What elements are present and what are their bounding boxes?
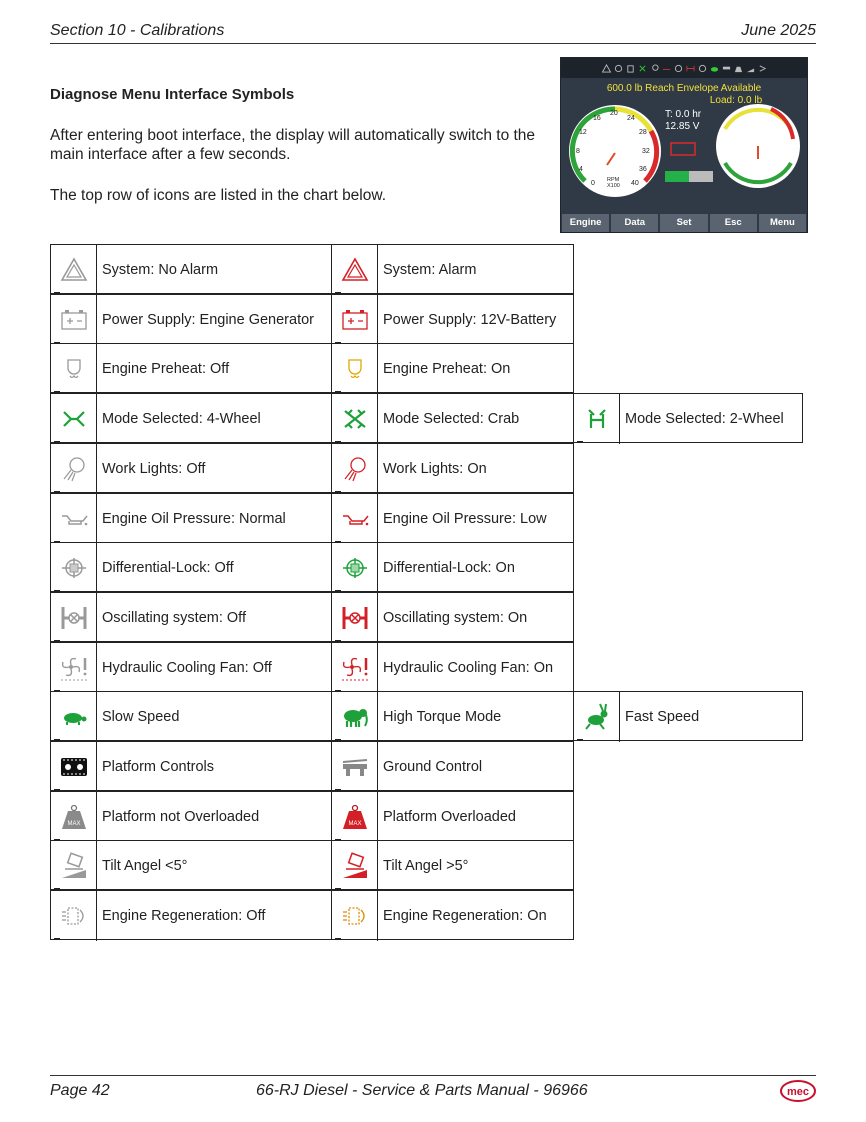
page-number: Page 42 bbox=[50, 1082, 110, 1099]
manual-title: 66-RJ Diesel - Service & Parts Manual - 96966 bbox=[256, 1082, 588, 1099]
symbol-label: Mode Selected: Crab bbox=[383, 411, 520, 428]
intro-paragraph: After entering boot interface, the display will automatically switch to the main interface after a few seconds. bbox=[50, 127, 536, 163]
symbol-cell bbox=[331, 642, 574, 692]
symbol-label: Mode Selected: 2-Wheel bbox=[625, 411, 784, 428]
symbol-cell bbox=[331, 791, 574, 841]
difflock-grey-icon bbox=[51, 543, 97, 593]
symbol-cell bbox=[50, 443, 332, 493]
rpm-tick: 20 bbox=[610, 110, 618, 117]
oil-red-icon bbox=[332, 494, 378, 544]
engine-check-icon bbox=[669, 140, 699, 158]
load-text: Load: 0.0 lb bbox=[709, 95, 763, 106]
symbol-cell bbox=[50, 294, 332, 344]
symbol-cell bbox=[331, 890, 574, 940]
speed-icon bbox=[710, 64, 719, 73]
page-title: Diagnose Menu Interface Symbols bbox=[50, 86, 295, 103]
display-softkeys bbox=[561, 214, 807, 232]
symbol-cell bbox=[331, 741, 574, 791]
symbol-label: Power Supply: Engine Generator bbox=[102, 311, 314, 328]
symbol-label: Oscillating system: On bbox=[383, 609, 528, 626]
warning-icon bbox=[602, 64, 611, 73]
reach-envelope-text: 600.0 lb Reach Envelope Available bbox=[606, 83, 762, 94]
warning-triangle-grey-icon bbox=[51, 245, 97, 295]
symbol-label: Differential-Lock: On bbox=[383, 560, 515, 577]
oscillate-icon bbox=[686, 64, 695, 73]
display-icon-row bbox=[561, 58, 807, 78]
regen-icon bbox=[758, 64, 767, 73]
elephant-green-icon bbox=[332, 692, 378, 742]
fan-grey-icon bbox=[51, 643, 97, 693]
symbol-cell bbox=[50, 642, 332, 692]
platform-controls-black-icon bbox=[51, 742, 97, 792]
rpm-tick: 28 bbox=[639, 129, 647, 136]
rpm-tick: 16 bbox=[593, 115, 601, 122]
warning-triangle-red-icon bbox=[332, 245, 378, 295]
symbol-label: Tilt Angel <5° bbox=[102, 858, 188, 875]
fan-icon bbox=[698, 64, 707, 73]
symbol-cell bbox=[50, 840, 332, 890]
ground-control-icon bbox=[722, 64, 731, 73]
symbol-cell bbox=[573, 691, 803, 741]
symbol-cell bbox=[331, 393, 574, 443]
symbol-label: Engine Oil Pressure: Normal bbox=[102, 510, 286, 527]
symbol-cell bbox=[50, 393, 332, 443]
symbol-label: System: Alarm bbox=[383, 262, 477, 278]
tilt-grey-icon bbox=[51, 841, 97, 891]
symbol-label: Engine Regeneration: On bbox=[383, 908, 547, 925]
symbol-label: Differential-Lock: Off bbox=[102, 560, 234, 577]
preheat-grey-icon bbox=[51, 344, 97, 394]
symbol-label: Work Lights: On bbox=[383, 460, 487, 477]
esc-softkey: Esc bbox=[710, 214, 757, 232]
generator-icon bbox=[614, 64, 623, 73]
symbol-label: Engine Preheat: On bbox=[383, 361, 511, 378]
set-softkey: Set bbox=[660, 214, 707, 232]
symbol-label: Hydraulic Cooling Fan: Off bbox=[102, 659, 272, 676]
turtle-green-icon bbox=[51, 692, 97, 742]
symbol-label: Fast Speed bbox=[625, 709, 700, 726]
symbol-cell bbox=[331, 443, 574, 493]
battery-grey-icon bbox=[51, 295, 97, 345]
oil-grey-icon bbox=[51, 494, 97, 544]
worklight-red-icon bbox=[332, 444, 378, 494]
symbol-cell bbox=[50, 890, 332, 940]
rpm-unit: X100 bbox=[607, 183, 620, 189]
symbol-label: Engine Preheat: Off bbox=[102, 361, 230, 378]
4wheel-green-icon bbox=[51, 394, 97, 444]
oil-icon bbox=[662, 64, 671, 73]
symbol-cell bbox=[50, 244, 332, 294]
rpm-tick: 4 bbox=[579, 166, 583, 173]
header-date: June 2025 bbox=[741, 22, 816, 39]
data-softkey: Data bbox=[611, 214, 658, 232]
symbol-cell bbox=[331, 542, 574, 592]
symbol-cell bbox=[331, 294, 574, 344]
symbol-label: Engine Oil Pressure: Low bbox=[383, 510, 547, 527]
symbol-label: System: No Alarm bbox=[102, 262, 219, 278]
tilt-icon bbox=[746, 64, 755, 73]
rpm-label: RPM bbox=[607, 177, 620, 183]
symbol-cell bbox=[50, 791, 332, 841]
rabbit-green-icon bbox=[574, 692, 620, 742]
regen-orange-icon bbox=[332, 891, 378, 941]
ground-control-grey-icon bbox=[332, 742, 378, 792]
svg-text:MAX: MAX bbox=[66, 820, 81, 827]
rpm-gauge bbox=[565, 101, 665, 201]
fan-red-icon bbox=[332, 643, 378, 693]
2wheel-green-icon bbox=[574, 394, 620, 444]
symbol-cell bbox=[573, 393, 803, 443]
symbol-cell bbox=[331, 244, 574, 294]
menu-softkey: Menu bbox=[759, 214, 806, 232]
worklight-grey-icon bbox=[51, 444, 97, 494]
display-screenshot bbox=[560, 57, 808, 233]
worklight-icon bbox=[650, 64, 659, 73]
rpm-tick: 32 bbox=[642, 148, 650, 155]
weight-icon bbox=[734, 64, 743, 73]
temperature-fuel-gauge bbox=[713, 101, 803, 191]
page-footer bbox=[50, 1075, 816, 1105]
symbol-label: Engine Regeneration: Off bbox=[102, 908, 266, 925]
oscillate-grey-icon bbox=[51, 593, 97, 643]
preheat-yellow-icon bbox=[332, 344, 378, 394]
symbol-cell bbox=[50, 343, 332, 393]
section-title: Section 10 - Calibrations bbox=[50, 22, 225, 39]
rpm-tick: 40 bbox=[631, 180, 639, 187]
symbol-label: Work Lights: Off bbox=[102, 460, 206, 477]
symbol-label: Tilt Angel >5° bbox=[383, 858, 469, 875]
mec-logo bbox=[780, 1080, 816, 1102]
symbol-cell bbox=[50, 542, 332, 592]
difflock-icon bbox=[674, 64, 683, 73]
symbol-label: Platform Controls bbox=[102, 759, 215, 775]
symbol-cell bbox=[50, 741, 332, 791]
status-bar bbox=[665, 170, 715, 184]
rpm-tick: 0 bbox=[591, 180, 595, 187]
chart-intro: The top row of icons are listed in the chart below. bbox=[50, 187, 387, 204]
symbol-label: Platform Overloaded bbox=[383, 808, 516, 825]
symbol-cell bbox=[331, 592, 574, 642]
rpm-tick: 36 bbox=[639, 166, 647, 173]
rpm-tick: 24 bbox=[627, 115, 635, 122]
symbol-cell bbox=[331, 691, 574, 741]
symbol-label: Oscillating system: Off bbox=[102, 609, 246, 626]
symbol-label: Power Supply: 12V-Battery bbox=[383, 311, 557, 328]
svg-text:mec: mec bbox=[786, 1086, 810, 1098]
symbol-label: Hydraulic Cooling Fan: On bbox=[383, 659, 554, 676]
tilt-red-icon bbox=[332, 841, 378, 891]
difflock-green-icon bbox=[332, 543, 378, 593]
symbol-cell bbox=[50, 691, 332, 741]
rpm-tick: 12 bbox=[579, 129, 587, 136]
svg-text:MAX: MAX bbox=[347, 820, 362, 827]
symbol-cell bbox=[331, 493, 574, 543]
hours-text: T: 0.0 hr bbox=[665, 109, 702, 120]
symbol-label: Platform not Overloaded bbox=[102, 808, 260, 825]
symbol-cell bbox=[50, 592, 332, 642]
symbol-cell bbox=[50, 493, 332, 543]
symbol-label: Mode Selected: 4-Wheel bbox=[102, 411, 261, 428]
regen-grey-icon bbox=[51, 891, 97, 941]
page-header bbox=[50, 22, 816, 44]
symbol-label: Slow Speed bbox=[102, 709, 180, 726]
crab-green-icon bbox=[332, 394, 378, 444]
weight-red-icon bbox=[332, 792, 378, 842]
battery-red-icon bbox=[332, 295, 378, 345]
symbol-cell bbox=[331, 343, 574, 393]
weight-grey-icon bbox=[51, 792, 97, 842]
symbol-label: Ground Control bbox=[383, 759, 483, 775]
voltage-text: 12.85 V bbox=[665, 121, 700, 132]
preheat-icon bbox=[626, 64, 635, 73]
symbol-label: High Torque Mode bbox=[383, 709, 502, 726]
steer-mode-icon bbox=[638, 64, 647, 73]
rpm-tick: 8 bbox=[576, 148, 580, 155]
symbol-cell bbox=[331, 840, 574, 890]
engine-softkey: Engine bbox=[562, 214, 609, 232]
oscillate-red-icon bbox=[332, 593, 378, 643]
